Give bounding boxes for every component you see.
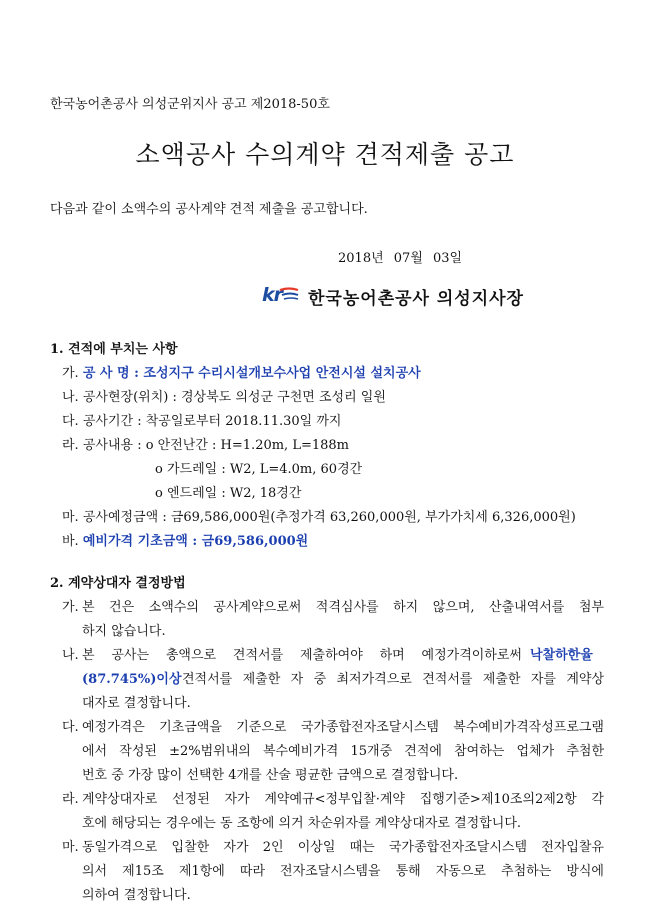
krc-logo-icon: kr: [262, 284, 302, 308]
notice-date: 2018년 07월 03일: [338, 251, 463, 266]
section2-heading: 2. 계약상대자 결정방법: [50, 576, 186, 591]
section2-item-na-line2: 견적서를 제출한 자 중 최저가격으로 견적서를 제출한 자를 계약상: [182, 672, 604, 687]
section1-item-na: 나. 공사현장(위치) : 경상북도 의성군 구천면 조성리 일원: [62, 390, 386, 405]
section1-item-da: 다. 공사기간 : 착공일로부터 2018.11.30일 까지: [62, 414, 342, 429]
section2-item-na-marker: 나.: [62, 648, 79, 663]
page-title: 소액공사 수의계약 견적제출 공고: [135, 140, 515, 169]
section2-item-ra-line1: 계약상대자로 선정된 자가 계약예규<정부입찰·계약 집행기준>제10조의2제2항 각: [82, 792, 604, 807]
section2-item-da-line3: 번호 중 가장 많이 선택한 4개를 산술 평균한 금액으로 결정합니다.: [82, 768, 459, 783]
section2-item-ga-line1: 본 건은 소액수의 공사계약으로써 적격심사를 하지 않으며, 산출내역서를 첨부: [82, 600, 604, 615]
bid-floor-rate: 낙찰하한율: [530, 648, 593, 663]
section2-item-ga-line2: 하지 않습니다.: [82, 624, 166, 639]
section2-item-da-line1: 예정가격은 기초금액을 기준으로 국가종합전자조달시스템 복수예비가격작성프로그램: [82, 720, 604, 735]
section2-item-ga-marker: 가.: [62, 600, 79, 615]
section2-item-na-line1: 본 공사는 총액으로 견적서를 제출하여야 하며 예정가격이하로써: [82, 648, 522, 663]
section2-item-na-line3: 대자로 결정합니다.: [82, 696, 191, 711]
section1-item-ma: 마. 공사예정금액 : 금69,586,000원(추정가격 63,260,000원, 부가가치세 6,326,000원): [62, 510, 576, 525]
section1-heading: 1. 견적에 부치는 사항: [50, 342, 178, 357]
bid-floor-percent: (87.745%)이상: [82, 672, 182, 687]
issuer-signature: [262, 283, 524, 309]
section2-item-ra-marker: 라.: [62, 792, 79, 807]
intro-text: 다음과 같이 소액수의 공사계약 견적 제출을 공고합니다.: [50, 202, 368, 217]
section2-item-ma-line2: 의서 제15조 제1항에 따라 전자조달시스템을 통해 자동으로 추첨하는 방식에: [82, 864, 604, 879]
section1-item-ra: 라. 공사내용 : o 안전난간 : H=1.20m, L=188m: [62, 438, 349, 453]
section2-item-ra-line2: 호에 해당되는 경우에는 동 조항에 의거 차순위자를 계약상대자로 결정합니다.: [82, 816, 522, 831]
section1-item-ba: 바. 예비가격 기초금액 : 금69,586,000원: [62, 534, 309, 549]
section2-item-ma-marker: 마.: [62, 840, 79, 855]
section1-item-ga: 가. 공 사 명 : 조성지구 수리시설개보수사업 안전시설 설치공사: [62, 366, 421, 381]
section2-item-ma-line1: 동일가격으로 입찰한 자가 2인 이상일 때는 국가종합전자조달시스템 전자입찰유: [82, 840, 604, 855]
base-price: 예비가격 기초금액 : 금69,586,000원: [82, 534, 309, 549]
section2-item-da-line2: 에서 작성된 ±2%범위내의 복수예비가격 15개중 견적에 참여하는 업체가 추첨한: [82, 744, 604, 759]
issuer-name: 한국농어촌공사 의성지사장: [308, 288, 524, 309]
section2-item-ma-line3: 의하여 결정합니다.: [82, 888, 191, 903]
section1-item-ra-guardrail: o 가드레일 : W2, L=4.0m, 60경간: [155, 462, 363, 477]
section1-item-ra-endrail: o 엔드레일 : W2, 18경간: [155, 486, 302, 501]
notice-number: 한국농어촌공사 의성군위지사 공고 제2018-50호: [50, 97, 330, 112]
project-name: 공 사 명 : 조성지구 수리시설개보수사업 안전시설 설치공사: [82, 366, 421, 381]
section2-item-da-marker: 다.: [62, 720, 79, 735]
